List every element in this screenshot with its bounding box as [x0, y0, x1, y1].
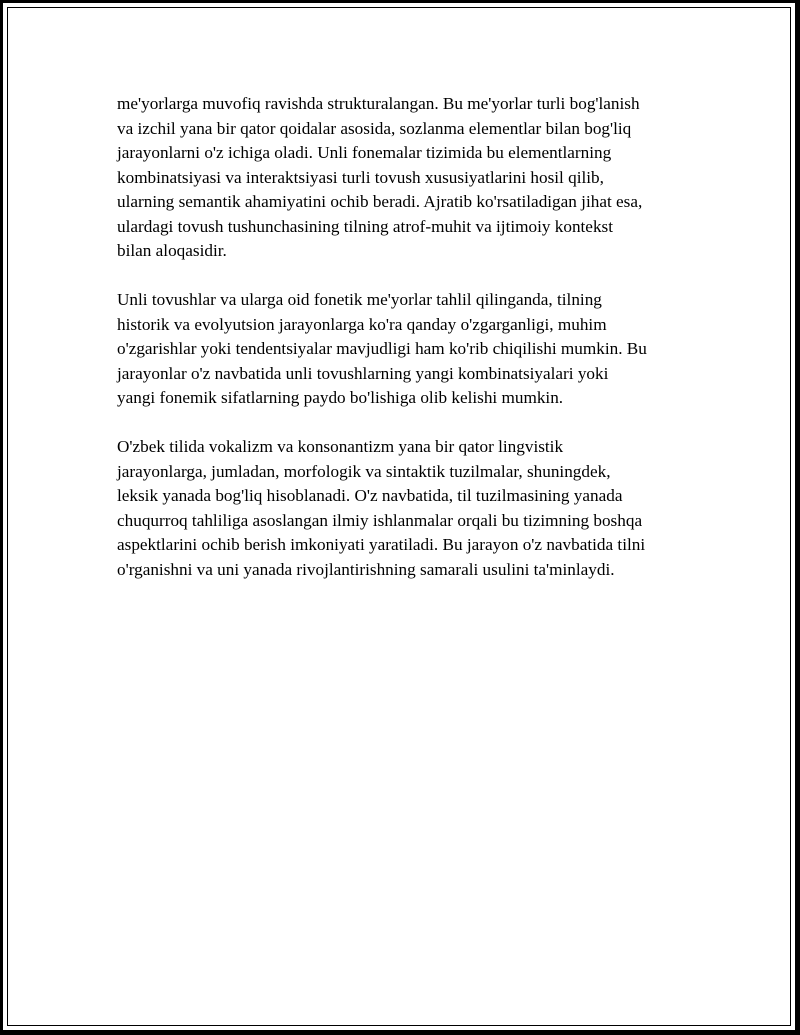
text-line: leksik yanada bog'liq hisoblanadi. O'z navbatida, til tuzilmasining yanada: [117, 486, 623, 505]
text-line: kombinatsiyasi va interaktsiyasi turli tovush xususiyatlarini hosil qilib,: [117, 167, 604, 187]
text-line: Unli tovushlar va ularga oid fonetik me'yorlar tahlil qilinganda, tilning: [117, 290, 602, 309]
text-line: jarayonlarga, jumladan, morfologik va sintaktik tuzilmalar, shuningdek,: [117, 461, 611, 481]
text-line: yangi fonemik sifatlarning paydo bo'lishiga olib kelishi mumkin.: [117, 388, 564, 407]
text-line: jarayonlarni o'z ichiga oladi. Unli fonemalar tizimida bu elementlarning: [117, 143, 612, 162]
text-line: chuqurroq tahliliga asoslangan ilmiy ishlanmalar orqali bu tizimning boshqa: [117, 510, 643, 530]
text-line: va izchil yana bir qator qoidalar asosida, sozlanma elementlar bilan bog'liq: [117, 118, 632, 138]
text-line: ulardagi tovush tushunchasining tilning atrof-muhit va ijtimoiy kontekst: [117, 216, 613, 236]
text-line: o'rganishni va uni yanada rivojlantirishning samarali usulini ta'minlaydi.: [117, 559, 615, 579]
text-line: aspektlarini ochib berish imkoniyati yaratiladi. Bu jarayon o'z navbatida tilni: [117, 535, 646, 554]
text-line: bilan aloqasidir.: [117, 241, 227, 260]
text-line: o'zgarishlar yoki tendentsiyalar mavjudligi ham ko'rib chiqilishi mumkin. Bu: [117, 339, 647, 358]
text-line: historik va evolyutsion jarayonlarga ko'ra qanday o'zgarganligi, muhim: [117, 314, 607, 334]
text-line: me'yorlarga muvofiq ravishda strukturalangan. Bu me'yorlar turli bog'lanish: [117, 94, 640, 113]
document-body: [117, 92, 697, 607]
paragraph-2: [117, 288, 697, 411]
text-line: ularning semantik ahamiyatini ochib beradi. Ajratib ko'rsatiladigan jihat esa,: [117, 192, 643, 211]
text-line: jarayonlar o'z navbatida unli tovushlarning yangi kombinatsiyalari yoki: [117, 363, 609, 383]
text-line: O'zbek tilida vokalizm va konsonantizm yana bir qator lingvistik: [117, 437, 564, 456]
paragraph-3: [117, 435, 697, 582]
paragraph-1: [117, 92, 697, 264]
